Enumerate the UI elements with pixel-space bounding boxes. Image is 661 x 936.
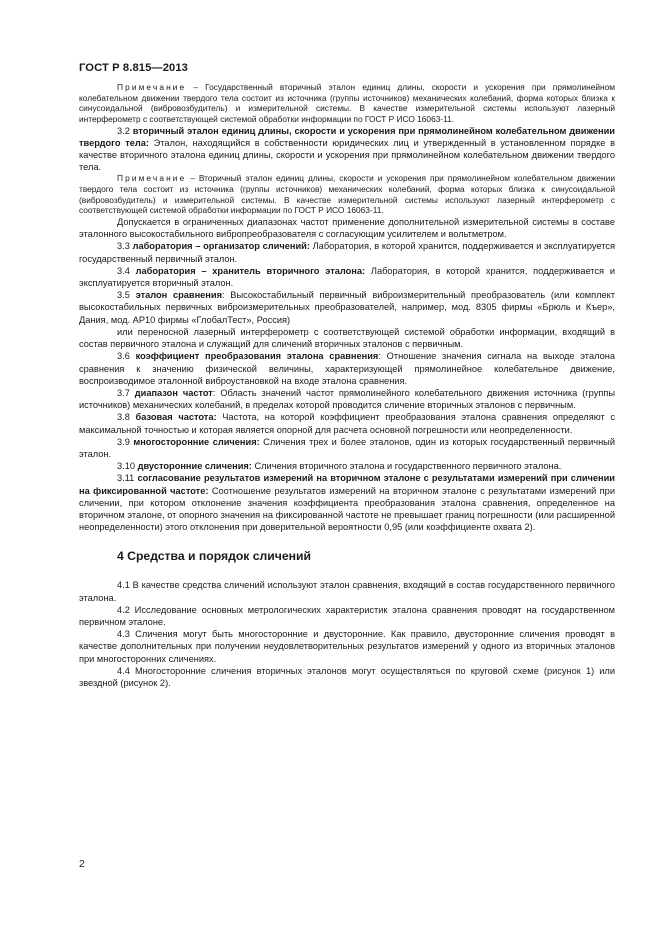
- definition-paragraph: [79, 436, 615, 460]
- defined-term: многосторонние сличения:: [133, 436, 260, 447]
- defined-term: коэффициент преобразования эталона сравнения: [135, 351, 379, 362]
- clause-number: 3.2: [117, 125, 130, 136]
- definition-paragraph: [79, 289, 615, 326]
- note-paragraph: [79, 173, 615, 216]
- defined-term: лаборатория – организатор сличений:: [132, 241, 310, 252]
- defined-term: согласование результатов измерений на вторичном эталоне с результатами измерений при сличении на фиксированной частоте:: [79, 473, 615, 496]
- body-paragraph: Допускается в ограниченных диапазонах частот применение дополнительной измерительной системы в составе эталонного высокостабильного вибропреобразователя с согласующим усилителем и вольтметром.: [79, 217, 615, 240]
- clause-number: 3.7: [117, 387, 130, 398]
- note-text: – Вторичный эталон единиц длины, скорости и ускорения при прямолинейном колебательном движении твердого тела состоит из источника (группы источников) механических колебаний, форма которых близка к синусоидальной (вибровозбудитель) и измерительной системы. В качестве измерительной системы используют лазерный интерферометр с соответствующей системой обработки информации по ГОСТ Р ИСО 16063-11.: [79, 173, 615, 216]
- definition-paragraph: [79, 387, 615, 411]
- note-label: Примечание: [117, 82, 187, 92]
- document-header: ГОСТ Р 8.815—2013: [79, 62, 188, 74]
- definition-paragraph: [79, 350, 615, 387]
- document-body: [79, 82, 615, 689]
- definition-text: Частота, на которой коэффициент преобразования эталона сравнения определяют с максимальной точностью и которая является опорной для расчета основной погрешности или неопределенности.: [79, 412, 615, 435]
- clause-number: 3.3: [117, 241, 130, 252]
- definition-paragraph: [79, 460, 615, 472]
- section-4-paragraph: 4.2 Исследование основных метрологических характеристик эталона сравнения проводят на государственном первичном эталоне.: [79, 604, 615, 627]
- definition-text: Эталон, находящийся в собственности юридических лиц и утвержденный в установленном порядке в качестве вторичного эталона единиц длины, скорости и ускорения при прямолинейном колебательном движении твердого тела.: [79, 137, 615, 173]
- section-4-paragraph: 4.3 Сличения могут быть многосторонние и двусторонние. Как правило, двусторонние сличения проводят в качестве дополнительных при получении неудовлетворительных результатов измерений у одного из вторичных эталонов при многосторонних сличениях.: [79, 629, 615, 664]
- section-4-body: [79, 579, 615, 689]
- definition-text: Лаборатория, в которой хранится, поддерживается и эксплуатируется вторичный эталон.: [79, 265, 616, 289]
- clause-number: 3.10: [117, 461, 136, 472]
- note-label: Примечание: [117, 173, 187, 184]
- section-4-paragraph: 4.1 В качестве средства сличений используют эталон сравнения, входящий в состав государственного первичного эталона.: [79, 580, 615, 603]
- body-paragraph: или переносной лазерный интерферометр с соответствующей системой обработки информации, входящий в состав первичного эталона и служащий для сличений вторичных эталонов с первичным.: [79, 326, 615, 350]
- clause-number: 3.11: [117, 473, 135, 484]
- definition-text: Лаборатория, в которой хранится, поддерживается и эксплуатируется государственный первичный эталон.: [79, 241, 615, 264]
- defined-term: двусторонние сличения:: [137, 461, 252, 472]
- defined-term: лаборатория – хранитель вторичного эталона:: [135, 265, 366, 276]
- clause-number: 3.4: [117, 265, 130, 276]
- section-4-heading: 4 Средства и порядок сличений: [117, 549, 311, 564]
- definition-paragraph: [79, 125, 615, 174]
- definition-text: Сличения трех и более эталонов, один из которых государственный первичный эталон.: [79, 436, 615, 459]
- defined-term: диапазон частот: [134, 387, 213, 398]
- definition-paragraph: [79, 265, 615, 289]
- definition-text: Соотношение результатов измерений на вторичном эталоне с результатами измерений при сличении, при котором отклонение значения коэффициента преобразования эталона сравнения, определенное на вторичном эталоне, от опорного значения на фиксированной частоте не превышает границ погрешности (или расширенной неопределенности) этого отклонения при доверительной вероятности 0,95 (или коэффициенте охвата 2).: [79, 485, 615, 533]
- clause-number: 3.8: [117, 412, 130, 423]
- section-4-paragraph: 4.4 Многосторонние сличения вторичных эталонов могут осуществляться по круговой схеме (рисунок 1) или звездной (рисунок 2).: [79, 665, 615, 688]
- clause-number: 3.9: [117, 436, 130, 447]
- definition-paragraph: [79, 240, 615, 264]
- definitions-section: [79, 82, 615, 533]
- defined-term: базовая частота:: [135, 412, 217, 423]
- definition-paragraph: [79, 472, 615, 533]
- defined-term: эталон сравнения: [135, 290, 222, 301]
- definition-text: Сличения вторичного эталона и государственного первичного эталона.: [251, 461, 562, 472]
- note-text: – Государственный вторичный эталон единиц длины, скорости и ускорения при прямолинейном колебательном движении твердого тела состоит из источника (группы источников) механических колебаний, форма которых близка к синусоидальной (вибровозбудитель) и измерительной системы. В качестве измерительной системы используют лазерный интерферометр с соответствующей системой обработки информации по ГОСТ Р ИСО 16063-11.: [79, 82, 615, 124]
- clause-number: 3.6: [117, 351, 130, 362]
- definition-paragraph: [79, 411, 615, 435]
- definition-text: : Область значений частот прямолинейного колебательного движения источника (группы источников) механических колебаний, в пределах которой проводится сличение вторичных эталонов с первичным.: [79, 387, 615, 411]
- definition-text: : Отношение значения сигнала на выходе эталона сравнения к значению физической величины, характеризующей прямолинейное колебательное движение, воспроизводимое эталонной виброустановкой на входе эталона сравнения.: [79, 351, 615, 386]
- page-number: 2: [79, 858, 85, 870]
- note-paragraph: [79, 82, 615, 125]
- definition-text: : Высокостабильный первичный виброизмерительный преобразователь (или комплект высокостабильных первичных виброизмерительных преобразователей, например, мод. 8305 фирмы «Брюль и Къер», Дания, мод. АР10 фирмы «ГлобалТест», Россия): [79, 290, 616, 325]
- clause-number: 3.5: [117, 290, 130, 301]
- defined-term: вторичный эталон единиц длины, скорости и ускорения при прямолинейном колебательном движении твердого тела:: [79, 125, 615, 148]
